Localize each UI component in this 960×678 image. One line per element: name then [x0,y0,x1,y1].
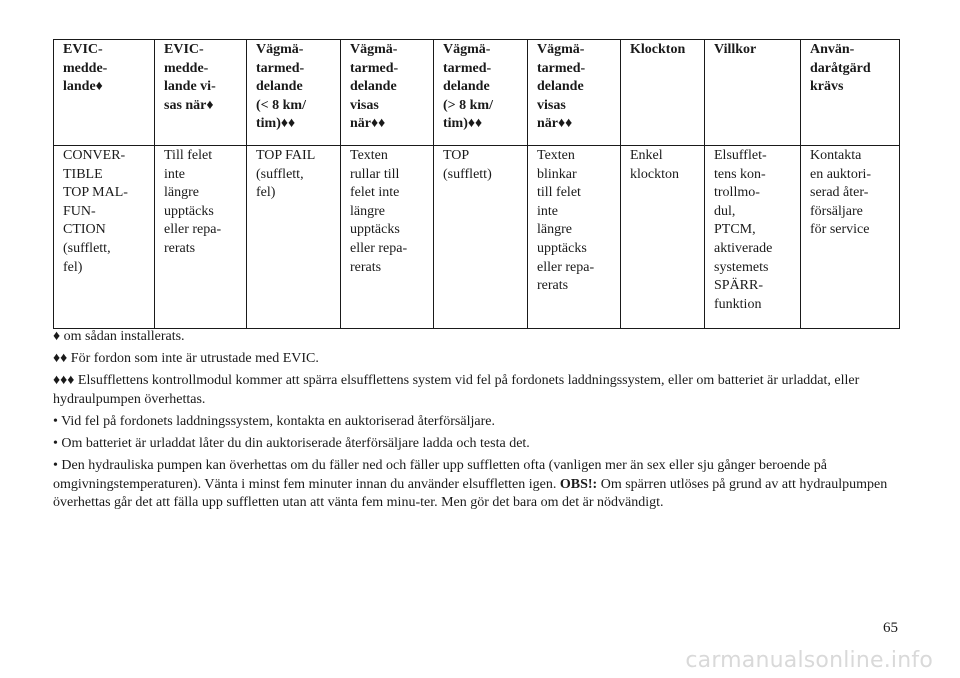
cell-condition: Elsufflet- tens kon- trollmo- dul, PTCM, aktiverade systemets SPÄRR- funktion [705,146,801,329]
cell-cluster-message-slow: TOP FAIL (sufflett, fel) [247,146,341,329]
table-header-row [54,40,900,146]
table-row [54,146,900,329]
cell-evic-message: CONVER- TIBLE TOP MAL- FUN- CTION (sufflett, fel) [54,146,155,329]
cell-user-action: Kontakta en auktori- serad åter- försäljare för service [801,146,900,329]
header-cluster-message-slow: Vägmä- tarmed- delande (< 8 km/ tim)♦♦ [247,40,341,146]
bullet-hydraulic-pump [53,457,898,513]
cell-chime: Enkel klockton [621,146,705,329]
header-evic-shown-when: EVIC- medde- lande vi- sas när♦ [155,40,247,146]
footnote-double-diamond: ♦♦ För fordon som inte är utrustade med EVIC. [53,351,319,367]
header-user-action: Använ- daråtgärd krävs [801,40,900,146]
page-number: 65 [883,620,898,636]
header-evic-message: EVIC- medde- lande♦ [54,40,155,146]
header-cluster-message-fast: Vägmä- tarmed- delande (> 8 km/ tim)♦♦ [434,40,528,146]
header-condition: Villkor [705,40,801,146]
note-label: OBS!: [559,476,598,492]
header-cluster-shown-when-fast: Vägmä- tarmed- delande visas när♦♦ [528,40,621,146]
footnote-triple-diamond: ♦♦♦ Elsufflettens kontrollmodul kommer att spärra elsufflettens system vid fel på fordonets laddningssystem, eller om batteriet är urladdat, eller hydraulpumpen överhettas. [53,373,860,407]
cell-cluster-shown-when-slow: Texten rullar till felet inte längre upptäcks eller repa- rerats [341,146,434,329]
cell-cluster-shown-when-fast: Texten blinkar till felet inte längre upptäcks eller repa- rerats [528,146,621,329]
bullet-hydraulic-pump-text: • Den hydrauliska pumpen kan överhettas om du fäller ned och fäller upp suffletten ofta (vanligen mer än sex eller sju gånger beroende på omgivningstemperaturen). Vänta i minst fem minuter innan du använder elsuffletten igen. [53,458,827,492]
bullet-hydraulic-pump-note: Om spärren utlöses på grund av att hydraulpumpen överhettas går det att fälla upp suffletten utan att vänta fem minu-ter. Men gör det bara om det är nödvändigt. [53,476,888,511]
evic-message-table [53,39,900,329]
header-chime: Klockton [621,40,705,146]
footnote-single-diamond: ♦ om sådan installerats. [53,329,185,344]
watermark: carmanualsonline.info [685,648,933,673]
cell-cluster-message-fast: TOP (sufflett) [434,146,528,329]
header-cluster-shown-when-slow: Vägmä- tarmed- delande visas när♦♦ [341,40,434,146]
footnotes [53,328,898,516]
cell-evic-shown-when: Till felet inte längre upptäcks eller repa- rerats [155,146,247,329]
bullet-charging-system: • Vid fel på fordonets laddningssystem, kontakta en auktoriserad återförsäljare. [53,413,495,429]
bullet-battery: • Om batteriet är urladdat låter du din auktoriserade återförsäljare ladda och testa det. [53,435,530,451]
